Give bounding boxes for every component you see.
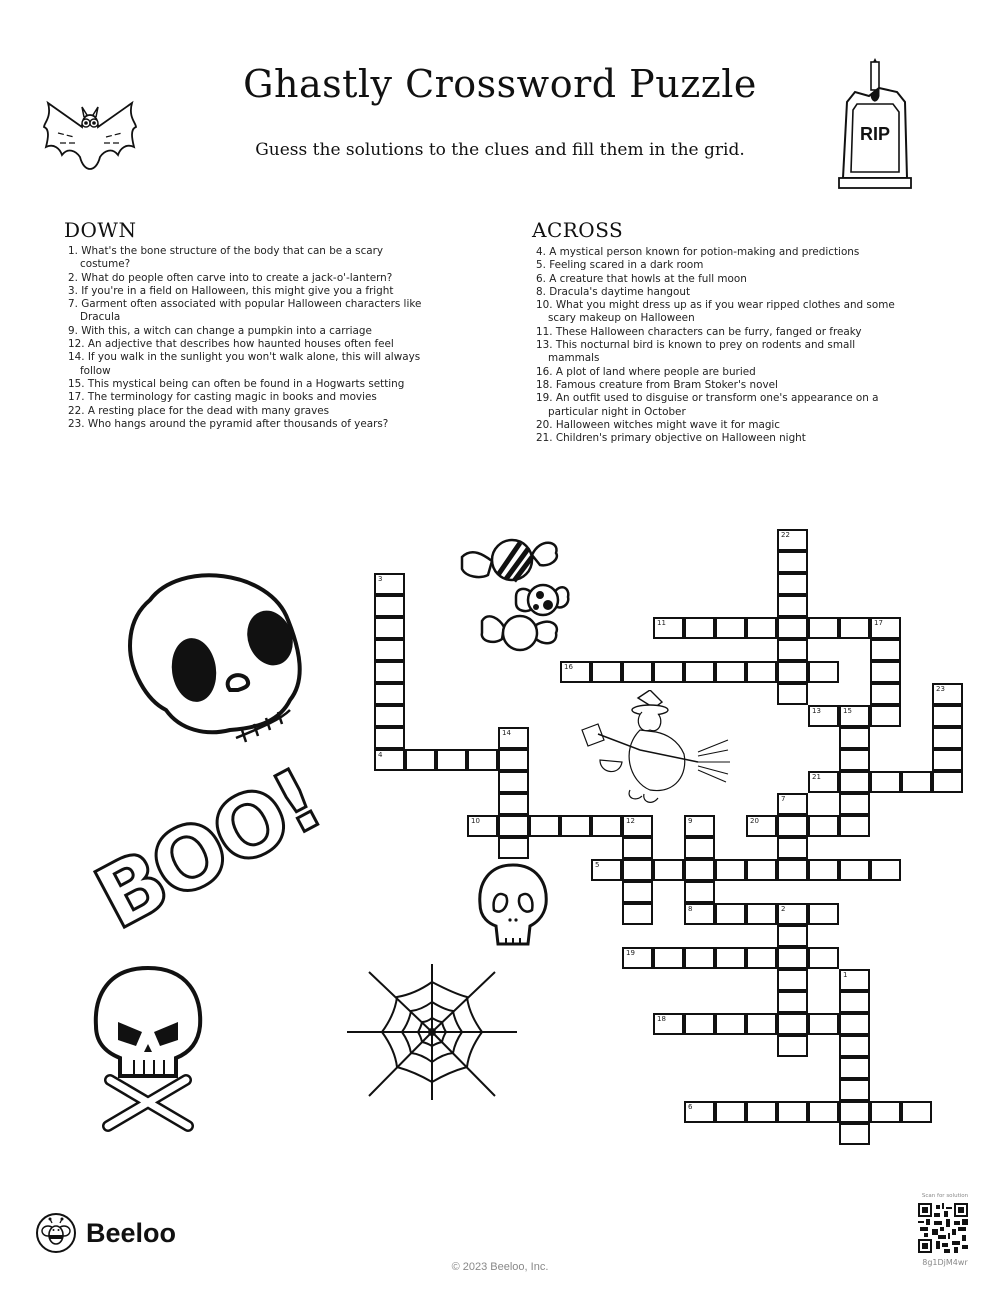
cell-number: 15: [843, 707, 852, 715]
crossword-cell[interactable]: [870, 771, 901, 793]
crossword-cell[interactable]: [777, 595, 808, 617]
crossword-cell[interactable]: [498, 793, 529, 815]
crossword-cell[interactable]: [715, 617, 746, 639]
cell-number: 13: [812, 707, 821, 715]
clue-text: Famous creature from Bram Stoker's novel: [555, 378, 778, 391]
down-clue-2: [62, 272, 432, 285]
crossword-cell[interactable]: [808, 947, 839, 969]
across-clue-19: [530, 392, 900, 419]
crossword-cell[interactable]: [715, 1101, 746, 1123]
clue-text: A plot of land where people are buried: [555, 365, 756, 378]
crossword-cell[interactable]: [374, 595, 405, 617]
crossword-cell[interactable]: [777, 661, 808, 683]
crossword-cell[interactable]: [808, 815, 839, 837]
qr-code[interactable]: [918, 1203, 968, 1253]
cell-number: 22: [781, 531, 790, 539]
down-clue-9: [62, 325, 432, 338]
crossword-cell[interactable]: [498, 771, 529, 793]
clue-text: With this, a witch can change a pumpkin into a carriage: [81, 324, 372, 337]
clue-text: An outfit used to disguise or transform one's appearance on a particular night in October: [548, 392, 879, 418]
crossword-cell[interactable]: [560, 661, 591, 683]
crossword-cell[interactable]: [777, 1101, 808, 1123]
clue-number: 13.: [536, 339, 553, 352]
cell-number: 5: [595, 861, 600, 869]
clue-number: 10.: [536, 299, 553, 312]
bee-icon: [36, 1213, 76, 1253]
crossword-cell[interactable]: [839, 991, 870, 1013]
crossword-cell[interactable]: [684, 1013, 715, 1035]
across-clue-11: [530, 326, 900, 339]
crossword-cell[interactable]: [901, 1101, 932, 1123]
clue-number: 21.: [536, 432, 553, 445]
clue-number: 19.: [536, 392, 553, 405]
across-clue-list: [530, 246, 900, 445]
crossword-cell[interactable]: [684, 661, 715, 683]
crossword-cell[interactable]: [839, 1035, 870, 1057]
cell-number: 1: [843, 971, 848, 979]
crossword-cell[interactable]: [746, 859, 777, 881]
clue-text: This nocturnal bird is known to prey on rodents and small mammals: [548, 339, 856, 365]
crossword-cell[interactable]: [808, 617, 839, 639]
clue-number: 20.: [536, 418, 553, 431]
down-clue-7: [62, 298, 432, 325]
crossword-cell[interactable]: [870, 617, 901, 639]
clue-text: Garment often associated with popular Halloween characters like Dracula: [80, 298, 422, 324]
clue-text: If you walk in the sunlight you won't walk alone, this will always follow: [80, 351, 421, 377]
small-skull-icon: [476, 862, 550, 948]
crossword-cell[interactable]: [777, 859, 808, 881]
across-clue-20: [530, 419, 900, 432]
beeloo-logo: [36, 1213, 176, 1253]
crossword-cell[interactable]: [374, 639, 405, 661]
across-clue-8: [530, 286, 900, 299]
down-clue-17: [62, 391, 432, 404]
crossword-cell[interactable]: [560, 815, 591, 837]
crossword-cell[interactable]: [746, 947, 777, 969]
crossword-cell[interactable]: [870, 859, 901, 881]
cell-number: 23: [936, 685, 945, 693]
across-clue-4: [530, 246, 900, 259]
cell-number: 18: [657, 1015, 666, 1023]
crossword-cell[interactable]: [591, 859, 622, 881]
crossword-cell[interactable]: [777, 529, 808, 551]
crossword-cell[interactable]: [777, 793, 808, 815]
crossword-cell[interactable]: [870, 639, 901, 661]
cell-number: 4: [378, 751, 383, 759]
cell-number: 12: [626, 817, 635, 825]
clue-number: 1.: [68, 245, 78, 257]
clue-number: 4.: [536, 246, 546, 258]
clue-number: 18.: [536, 378, 553, 391]
down-clue-14: [62, 351, 432, 378]
clue-text: What you might dress up as if you wear ripped clothes and some scary makeup on Halloween: [548, 299, 895, 325]
crossword-cell[interactable]: [777, 639, 808, 661]
crossword-cell[interactable]: [467, 815, 498, 837]
crossword-cell[interactable]: [808, 771, 839, 793]
cell-number: 16: [564, 663, 573, 671]
clue-text: A mystical person known for potion-making and predictions: [549, 246, 860, 258]
crossword-cell[interactable]: [777, 573, 808, 595]
crossword-cell[interactable]: [839, 859, 870, 881]
crossword-cell[interactable]: [622, 903, 653, 925]
clue-text: These Halloween characters can be furry, fanged or freaky: [555, 325, 862, 338]
crossword-cell[interactable]: [777, 947, 808, 969]
down-clue-15: [62, 378, 432, 391]
crossword-cell[interactable]: [808, 661, 839, 683]
clue-text: An adjective that describes how haunted houses often feel: [87, 338, 394, 351]
crossword-cell[interactable]: [374, 749, 405, 771]
svg-text:RIP: RIP: [859, 124, 891, 144]
clue-number: 8.: [536, 285, 546, 298]
crossword-cell[interactable]: [653, 947, 684, 969]
crossword-cell[interactable]: [684, 947, 715, 969]
brand-name: Beeloo: [86, 1217, 177, 1248]
crossword-cell[interactable]: [808, 1101, 839, 1123]
across-heading: ACROSS: [532, 218, 624, 242]
across-clue-13: [530, 339, 900, 366]
crossword-cell[interactable]: [839, 727, 870, 749]
cell-number: 14: [502, 729, 511, 737]
clue-number: 12.: [68, 338, 85, 351]
crossword-cell[interactable]: [746, 815, 777, 837]
clue-text: Who hangs around the pyramid after thousands of years?: [87, 417, 389, 430]
clue-text: A creature that howls at the full moon: [549, 272, 747, 285]
clue-number: 7.: [68, 298, 78, 311]
crossword-cell[interactable]: [839, 1123, 870, 1145]
crossword-cell[interactable]: [808, 705, 839, 727]
cell-number: 9: [688, 817, 693, 825]
skull-icon: [110, 560, 310, 750]
clue-number: 5.: [536, 259, 546, 272]
clue-text: The terminology for casting magic in books and movies: [87, 391, 377, 404]
crossword-cell[interactable]: [622, 881, 653, 903]
crossword-cell[interactable]: [374, 705, 405, 727]
down-clue-1: [62, 245, 432, 272]
clue-number: 16.: [536, 365, 553, 378]
clue-number: 15.: [68, 377, 85, 390]
down-clue-22: [62, 405, 432, 418]
crossword-cell[interactable]: [777, 903, 808, 925]
cell-number: 20: [750, 817, 759, 825]
clue-text: Children's primary objective on Halloween night: [555, 432, 806, 445]
cell-number: 10: [471, 817, 480, 825]
down-clue-3: [62, 285, 432, 298]
bat-icon: [40, 95, 140, 170]
crossword-cell[interactable]: [839, 815, 870, 837]
cell-number: 3: [378, 575, 383, 583]
clue-text: A resting place for the dead with many graves: [87, 404, 330, 417]
crossword-cell[interactable]: [932, 705, 963, 727]
boo-illustration: BOO!: [80, 750, 335, 950]
crossword-cell[interactable]: [808, 1013, 839, 1035]
crossword-cell[interactable]: [653, 661, 684, 683]
crossword-cell[interactable]: [622, 859, 653, 881]
across-clue-18: [530, 379, 900, 392]
crossword-cell[interactable]: [932, 727, 963, 749]
crossword-cell[interactable]: [684, 881, 715, 903]
candy-icon: [460, 535, 570, 660]
instructions: Guess the solutions to the clues and fill them in the grid.: [255, 140, 745, 160]
clue-number: 11.: [536, 325, 553, 338]
crossword-cell[interactable]: [498, 727, 529, 749]
clue-number: 9.: [68, 324, 78, 337]
down-clue-list: [62, 245, 432, 431]
crossword-cell[interactable]: [436, 749, 467, 771]
crossword-cell[interactable]: [374, 573, 405, 595]
clue-text: What's the bone structure of the body that can be a scary costume?: [80, 245, 384, 271]
crossword-cell[interactable]: [839, 617, 870, 639]
crossword-cell[interactable]: [808, 859, 839, 881]
spider-web-icon: [345, 962, 520, 1102]
crossword-cell[interactable]: [839, 1057, 870, 1079]
crossword-cell[interactable]: [467, 749, 498, 771]
crossword-cell[interactable]: [653, 1013, 684, 1035]
crossword-cell[interactable]: [684, 859, 715, 881]
across-clue-16: [530, 366, 900, 379]
crossword-cell[interactable]: [932, 771, 963, 793]
crossword-cell[interactable]: [839, 969, 870, 991]
across-clue-10: [530, 299, 900, 326]
cell-number: 21: [812, 773, 821, 781]
cell-number: 6: [688, 1103, 693, 1111]
cell-number: 11: [657, 619, 666, 627]
down-clue-23: [62, 418, 432, 431]
down-clue-12: [62, 338, 432, 351]
page-title: Ghastly Crossword Puzzle: [243, 62, 757, 106]
crossword-cell[interactable]: [932, 749, 963, 771]
crossword-cell[interactable]: [684, 617, 715, 639]
crossword-cell[interactable]: [839, 771, 870, 793]
across-clue-5: [530, 259, 900, 272]
crossword-cell[interactable]: [374, 661, 405, 683]
crossword-cell[interactable]: [839, 749, 870, 771]
crossword-cell[interactable]: [870, 705, 901, 727]
crossword-cell[interactable]: [746, 1101, 777, 1123]
crossword-cell[interactable]: [653, 859, 684, 881]
crossword-cell[interactable]: [622, 947, 653, 969]
crossword-cell[interactable]: [622, 815, 653, 837]
qr-code-id: 8g1DjM4wr: [922, 1258, 968, 1267]
crossword-cell[interactable]: [374, 683, 405, 705]
crossword-cell[interactable]: [839, 1101, 870, 1123]
crossword-cell[interactable]: [715, 947, 746, 969]
clue-number: 2.: [68, 271, 78, 284]
crossword-cell[interactable]: [529, 815, 560, 837]
crossword-cell[interactable]: [746, 661, 777, 683]
crossword-cell[interactable]: [622, 661, 653, 683]
crossword-cell[interactable]: [374, 617, 405, 639]
crossword-cell[interactable]: [777, 837, 808, 859]
crossword-cell[interactable]: [777, 617, 808, 639]
crossword-cell[interactable]: [870, 683, 901, 705]
crossword-cell[interactable]: [684, 1101, 715, 1123]
witch-on-broom-icon: [580, 690, 730, 805]
crossword-cell[interactable]: [808, 903, 839, 925]
tombstone-icon: [835, 58, 915, 198]
crossword-cell[interactable]: [777, 1013, 808, 1035]
down-heading: DOWN: [64, 218, 137, 242]
crossword-cell[interactable]: [777, 991, 808, 1013]
crossword-cell[interactable]: [746, 1013, 777, 1035]
crossword-cell[interactable]: [870, 1101, 901, 1123]
crossword-cell[interactable]: [684, 903, 715, 925]
clue-text: If you're in a field on Halloween, this might give you a fright: [81, 284, 394, 297]
crossword-cell[interactable]: [715, 903, 746, 925]
crossword-cell[interactable]: [684, 815, 715, 837]
crossword-cell[interactable]: [777, 969, 808, 991]
crossword-cell[interactable]: [591, 661, 622, 683]
crossword-cell[interactable]: [839, 1079, 870, 1101]
crossword-cell[interactable]: [622, 837, 653, 859]
crossword-cell[interactable]: [746, 617, 777, 639]
skull-crossbones-icon: [78, 960, 218, 1135]
crossword-cell[interactable]: [932, 683, 963, 705]
clue-number: 17.: [68, 391, 85, 404]
crossword-cell[interactable]: [839, 705, 870, 727]
crossword-cell[interactable]: [405, 749, 436, 771]
across-clue-21: [530, 432, 900, 445]
clue-text: This mystical being can often be found in a Hogwarts setting: [87, 377, 405, 390]
clue-number: 23.: [68, 417, 85, 430]
crossword-cell[interactable]: [870, 661, 901, 683]
clue-number: 6.: [536, 272, 546, 285]
crossword-cell[interactable]: [746, 903, 777, 925]
clue-number: 22.: [68, 404, 85, 417]
clue-text: Dracula's daytime hangout: [549, 285, 691, 298]
copyright: © 2023 Beeloo, Inc.: [451, 1261, 549, 1273]
crossword-cell[interactable]: [777, 815, 808, 837]
clue-text: What do people often carve into to create a jack-o'-lantern?: [81, 271, 393, 284]
crossword-cell[interactable]: [839, 1013, 870, 1035]
crossword-cell[interactable]: [777, 1035, 808, 1057]
clue-text: Feeling scared in a dark room: [549, 259, 704, 272]
cell-number: 8: [688, 905, 693, 913]
crossword-cell[interactable]: [684, 837, 715, 859]
qr-label: Scan for solution: [921, 1193, 969, 1199]
crossword-cell[interactable]: [374, 727, 405, 749]
crossword-cell[interactable]: [839, 793, 870, 815]
across-clue-6: [530, 273, 900, 286]
cell-number: 2: [781, 905, 786, 913]
crossword-cell[interactable]: [498, 837, 529, 859]
crossword-cell[interactable]: [777, 925, 808, 947]
cell-number: 19: [626, 949, 635, 957]
crossword-cell[interactable]: [777, 683, 808, 705]
clue-number: 14.: [68, 351, 85, 364]
crossword-cell[interactable]: [777, 551, 808, 573]
clue-number: 3.: [68, 284, 78, 297]
crossword-cell[interactable]: [715, 1013, 746, 1035]
crossword-cell[interactable]: [498, 749, 529, 771]
crossword-cell[interactable]: [653, 617, 684, 639]
cell-number: 7: [781, 795, 786, 803]
crossword-cell[interactable]: [591, 815, 622, 837]
clue-text: Halloween witches might wave it for magic: [555, 418, 781, 431]
cell-number: 17: [874, 619, 883, 627]
crossword-cell[interactable]: [715, 661, 746, 683]
crossword-cell[interactable]: [498, 815, 529, 837]
crossword-cell[interactable]: [901, 771, 932, 793]
crossword-cell[interactable]: [715, 859, 746, 881]
